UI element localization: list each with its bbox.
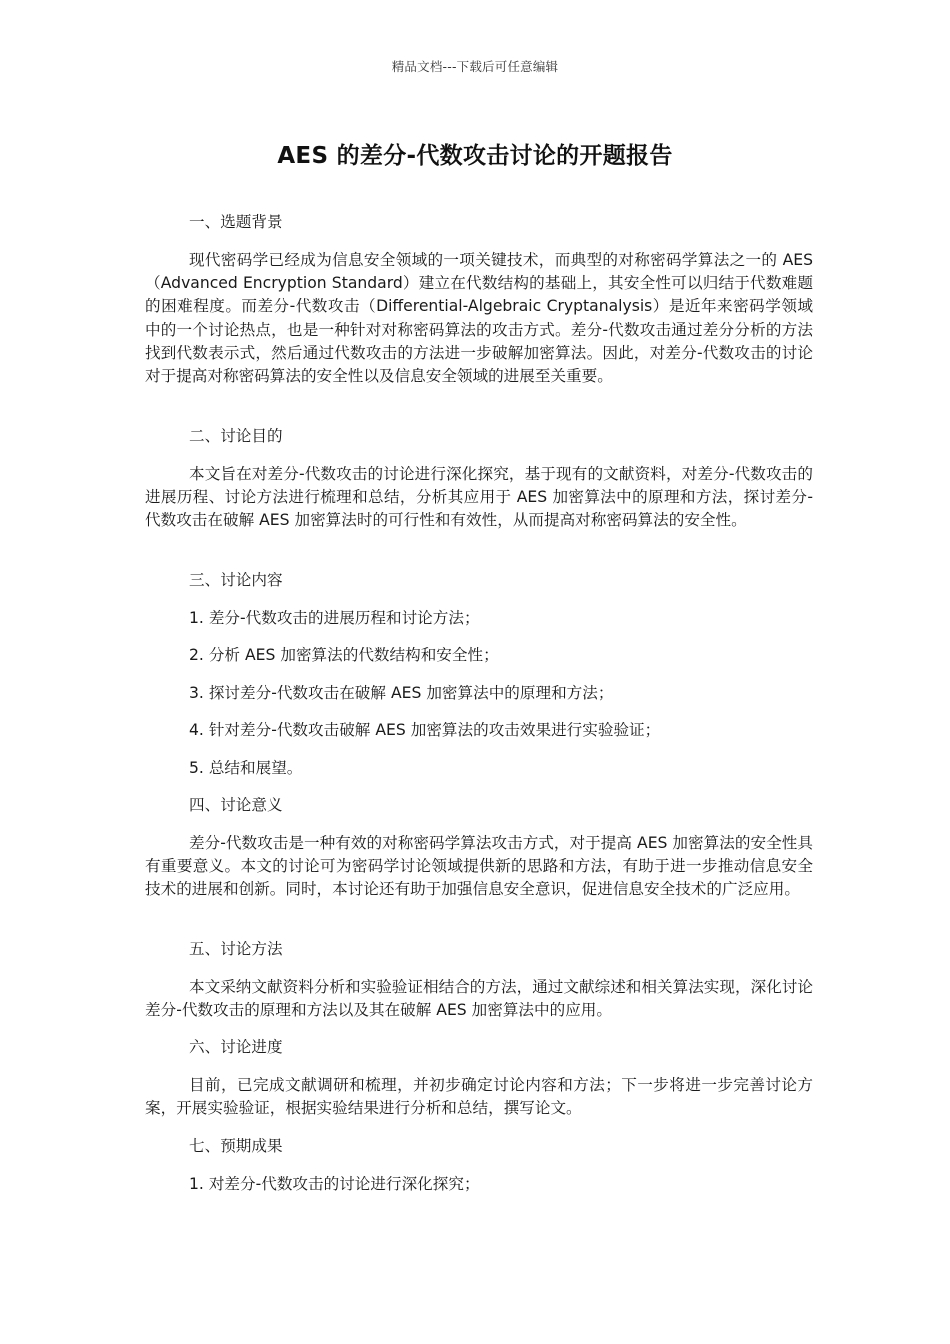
content-list-item: 1. 差分-代数攻击的进展历程和讨论方法； — [189, 609, 480, 627]
section-heading-progress: 六、讨论进度 — [189, 1038, 283, 1056]
paragraph-method: 本文采纳文献资料分析和实验验证相结合的方法，通过文献综述和相关算法实现，深化讨论差分-代数攻击的原理和方法以及其在破解 AES 加密算法中的应用。 — [145, 978, 813, 1020]
header-note: 精品文档---下载后可任意编辑 — [391, 59, 559, 74]
content-list-item: 5. 总结和展望。 — [189, 759, 303, 777]
section-heading-significance: 四、讨论意义 — [189, 796, 283, 814]
paragraph-significance: 差分-代数攻击是一种有效的对称密码学算法攻击方式，对于提高 AES 加密算法的安全性具有重要意义。本文的讨论可为密码学讨论领域提供新的思路和方法，有助于进一步推动信息安全技术的进展和创新。同时，本讨论还有助于加强信息安全意识，促进信息安全技术的广泛应用。 — [145, 834, 813, 899]
paragraph-background: 现代密码学已经成为信息安全领域的一项关键技术，而典型的对称密码学算法之一的 AES（Advanced Encryption Standard）建立在代数结构的基础上，其安全性可以归结于代数难题的困难程度。而差分-代数攻击（Differential-Algebraic Cryptanalysis）是近年来密码学领域中的一个讨论热点，也是一种针对对称密码算法的攻击方式。差分-代数攻击通过差分分析的方法找到代数表示式，然后通过代数攻击的方法进一步破解加密算法。因此，对差分-代数攻击的讨论对于提高对称密码算法的安全性以及信息安全领域的进展至关重要。 — [145, 251, 813, 386]
section-heading-purpose: 二、讨论目的 — [189, 427, 283, 445]
section-heading-method: 五、讨论方法 — [189, 940, 283, 958]
content-list-item: 2. 分析 AES 加密算法的代数结构和安全性； — [189, 646, 499, 664]
section-heading-background: 一、选题背景 — [189, 213, 283, 231]
content-list-item: 3. 探讨差分-代数攻击在破解 AES 加密算法中的原理和方法； — [189, 684, 614, 702]
document-title: AES 的差分-代数攻击讨论的开题报告 — [277, 143, 673, 169]
section-heading-outcomes: 七、预期成果 — [189, 1137, 283, 1155]
outcome-list-item: 1. 对差分-代数攻击的讨论进行深化探究； — [189, 1175, 480, 1193]
paragraph-purpose: 本文旨在对差分-代数攻击的讨论进行深化探究，基于现有的文献资料，对差分-代数攻击的进展历程、讨论方法进行梳理和总结，分析其应用于 AES 加密算法中的原理和方法，探讨差分-代数攻击在破解 AES 加密算法时的可行性和有效性，从而提高对称密码算法的安全性。 — [145, 465, 813, 530]
content-list-item: 4. 针对差分-代数攻击破解 AES 加密算法的攻击效果进行实验验证； — [189, 721, 661, 739]
section-heading-content: 三、讨论内容 — [189, 571, 283, 589]
paragraph-progress: 目前，已完成文献调研和梳理，并初步确定讨论内容和方法；下一步将进一步完善讨论方案，开展实验验证，根据实验结果进行分析和总结，撰写论文。 — [145, 1076, 813, 1118]
